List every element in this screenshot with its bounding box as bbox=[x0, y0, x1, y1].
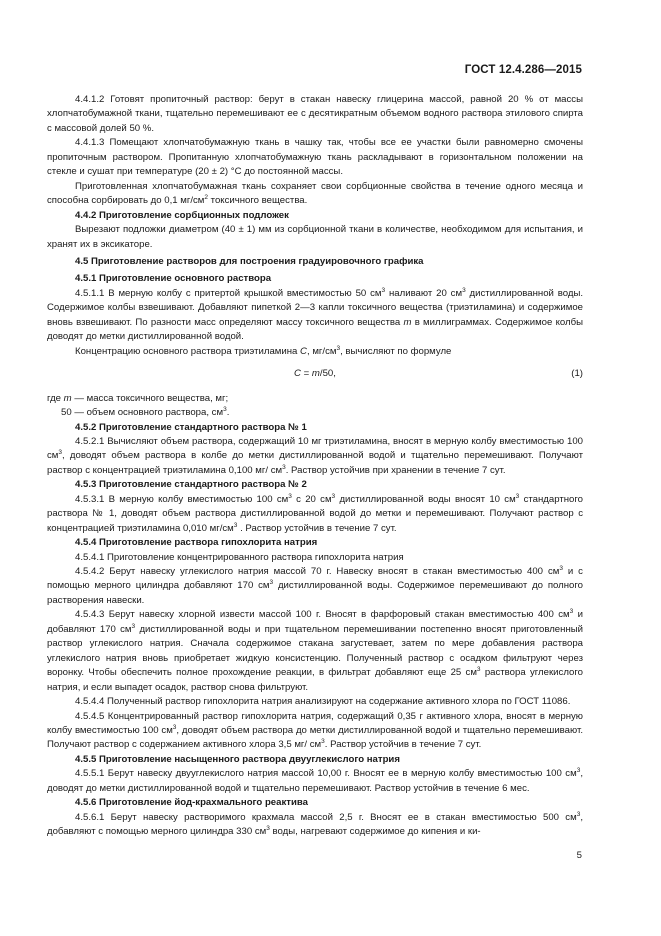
heading-4-5-2: 4.5.2 Приготовление стандартного раствора № 1 bbox=[75, 421, 307, 433]
paragraph-4-5-4-1: 4.5.4.1 Приготовление концентрированного раствора гипохлорита натрия bbox=[75, 551, 404, 563]
document-body bbox=[47, 93, 583, 840]
document-code-header: ГОСТ 12.4.286—2015 bbox=[464, 64, 582, 76]
paragraph-fabric-storage: Приготовленная хлопчатобумажная ткань сохраняет свои сорбционные свойства в течение одного месяца и способна сорбировать до 0,1 $мг/см^2$ токсичного вещества. bbox=[47, 180, 583, 207]
paragraph-4-5-3-1: 4.5.3.1 В мерную колбу вместимостью 100 $см^3$ с 20 $см^3$ дистиллированной воды вносят 10 $см^3$ стандартного раствора № 1, доводят объем раствора дистиллированной водой до метки и перемешивают. Получают раствор с концентрацией триэтиламина 0,010 $мг/см^3$ . Раствор устойчив в течение 7 сут. bbox=[47, 492, 583, 534]
paragraph-4-5-6-1: 4.5.6.1 Берут навеску растворимого крахмала массой 2,5 г. Вносят ее в стакан вместимостью 500 $см^3$, добавляют с помощью мерного цилиндра 330 $см^3$ воды, нагревают содержимое до кипения и ки- bbox=[47, 810, 583, 838]
paragraph-4-4-2: Вырезают подложки диаметром (40 ± 1) мм из сорбционной ткани в количестве, необходимом для испытания, и хранят их в эксикаторе. bbox=[47, 224, 583, 250]
paragraph-4-5-4-4: 4.5.4.4 Полученный раствор гипохлорита натрия анализируют на содержание активного хлора по ГОСТ 11086. bbox=[75, 696, 571, 708]
heading-4-5-6: 4.5.6 Приготовление йод-крахмального реактива bbox=[75, 797, 308, 809]
where-clause-mass: где m — масса токсичного вещества, мг; bbox=[47, 392, 229, 404]
formula-expression: С = m/50, bbox=[294, 368, 336, 380]
paragraph-concentration: Концентрацию основного раствора триэтиламина С, $мг/см^3$, вычисляют по формуле bbox=[75, 344, 452, 357]
heading-4-5-5: 4.5.5 Приготовление насыщенного раствора двууглекислого натрия bbox=[75, 753, 400, 765]
heading-4-5-3: 4.5.3 Приготовление стандартного раствора № 2 bbox=[75, 479, 307, 491]
paragraph-4-5-5-1: 4.5.5.1 Берут навеску двууглекислого натрия массой 10,00 г. Вносят ее в мерную колбу вместимостью 100 $см^3$, доводят до метки дистиллированной водой и тщательно перемешивают. Раствор устойчив в течение 6 мес. bbox=[47, 767, 583, 794]
formula-number: (1) bbox=[571, 368, 583, 380]
paragraph-4-5-4-3: 4.5.4.3 Берут навеску хлорной извести массой 100 г. Вносят в фарфоровый стакан вместимостью 400 $см^3$ и добавляют 170 $см^3$ дистиллированной воды и при тщательном перемешивании постепенно вносят приготовленный раствор углекислого натрия. Сначала содержимое стакана загустевает, затем по мере добавления раствора углекислого натрия вновь приобретает жидкую консистенцию. Полученный раствор с осадком фильтруют через воронку. Чтобы обеспечить полное прохождение реакции, в фильтрат добавляют еще 25 $см^3$ раствора углекислого натрия, и если выпадет осадок, раствор снова фильтруют. bbox=[47, 608, 583, 693]
paragraph-4-4-1-3: 4.4.1.3 Помещают хлопчатобумажную ткань в чашку так, чтобы все ее участки были равномерно смочены пропиточным раствором. Пропитанную хлопчатобумажную ткань раскладывают в горизонтальном положении на стекле и сушат при температуре (20 ± 2) °С до постоянной массы. bbox=[47, 137, 583, 178]
heading-4-5-1: 4.5.1 Приготовление основного раствора bbox=[75, 273, 272, 285]
page-number: 5 bbox=[576, 850, 582, 861]
heading-4-4-2: 4.4.2 Приготовление сорбционных подложек bbox=[75, 209, 289, 221]
heading-4-5: 4.5 Приготовление растворов для построения градуировочного графика bbox=[75, 255, 424, 267]
paragraph-4-5-2-1: 4.5.2.1 Вычисляют объем раствора, содержащий 10 мг триэтиламина, вносят в мерную колбу вместимостью 100 $см^3$, доводят объем раствора в колбе до метки дистиллированной водой и тщательно перемешивают. Получают раствор с концентрацией триэтиламина 0,100 мг/ $см^3$. Раствор устойчив при хранении в течение 7 сут. bbox=[47, 435, 583, 476]
paragraph-4-4-1-2: 4.4.1.2 Готовят пропиточный раствор: берут в стакан навеску глицерина массой, равной 20 % от массы хлопчатобумажной ткани, тщательно перемешивают ее с десятикратным объемом водного раствора этилового спирта с массовой долей 50 %. bbox=[47, 94, 583, 134]
paragraph-4-5-4-5: 4.5.4.5 Концентрированный раствор гипохлорита натрия, содержащий 0,35 г активного хлора, вносят в мерную колбу вместимостью 100 $см^3$, доводят объем раствора до метки дистиллированной водой и тщательно перемешивают. Получают раствор с содержанием активного хлора 3,5 мг/ $см^3$. Раствор устойчив в течение 7 сут. bbox=[47, 710, 583, 751]
where-clause-volume: 50 — объем основного раствора, $см^3$. bbox=[61, 405, 230, 419]
heading-4-5-4: 4.5.4 Приготовление раствора гипохлорита натрия bbox=[75, 537, 318, 549]
paragraph-4-5-4-2: 4.5.4.2 Берут навеску углекислого натрия массой 70 г. Навеску вносят в стакан вместимостью 400 $см^3$ и с помощью мерного цилиндра добавляют 170 $см^3$ дистиллированной воды. Содержимое перемешивают до полного растворения навески. bbox=[47, 564, 583, 606]
formula-1 bbox=[47, 367, 583, 381]
paragraph-4-5-1-1: 4.5.1.1 В мерную колбу с притертой крышкой вместимостью 50 $см^3$ наливают 20 $см^3$ дистиллированной воды. Содержимое колбы взвешивают. Добавляют пипеткой 2—3 капли токсичного вещества (триэтиламина) и содержимое вновь взвешивают. По разности масс определяют массу токсичного вещества m в миллиграммах. Содержимое колбы доводят до метки дистиллированной водой. bbox=[47, 286, 584, 343]
